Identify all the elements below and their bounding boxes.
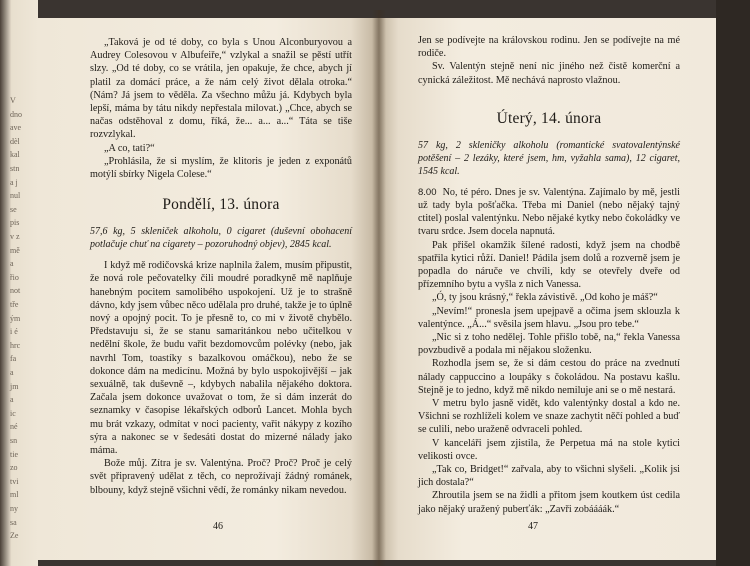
edge-text-fragment: stn [10,164,20,173]
edge-text-fragment: kal [10,150,20,160]
edge-text-fragment: a [10,395,14,405]
time-marker: 8.00 [418,186,437,198]
paragraph: „Prohlásila, že si myslím, že klitoris je jeden z exponátů motýlí sbírky Nigela Colese.“ [90,155,352,181]
edge-text-fragment: hrc [10,340,21,350]
edge-text-fragment: v z [10,232,20,241]
edge-text-fragment: i é [10,327,18,337]
paragraph: „Tak co, Bridget!“ zařvala, aby to všichni slyšeli. „Kolik jsi jich dostala?“ [418,464,680,489]
paragraph: Pak přišel okamžik šílené radosti, když jsem na chodbě spatřila kytici růží. Daniel! Pádila jsem dolů a rozverně jsem je popadla do náruče ve chvíli, kdy se otevřely dveře od přízemního bytu a vyšla z nich Vanessa. [418,239,680,291]
edge-text-fragment: tvi [10,476,19,486]
paragraph: „A co, tati?“ [104,142,155,154]
edge-text-fragment: not [10,286,21,296]
paragraph: Sv. Valentýn stejně není nic jiného než čistě komerční a cynická záležitost. Mě nechává naprosto vlažnou. [418,61,680,86]
background-edge [716,0,750,566]
paragraph-text: No, té péro. Dnes je sv. Valentýna. Zajímalo by mě, jestli už tady byla pošťačka. Třeba mi Daniel (nebo nějaký tajný ctitel) poslal valentýnku. Nebo nějaké kytky nebo čokoládky ve tvaru srdce. Jsem docela napnutá. [418,186,681,238]
edge-text-fragment: dno [10,109,22,119]
edge-text-fragment: ave [10,123,22,133]
edge-text-fragment: a j [10,177,18,187]
diary-stats: 57,6 kg, 5 skleniček alkoholu, 0 cigaret (duševní obohacení potlačuje chuť na cigarety – pozoruhodný objev), 2845 kcal. [90,226,352,251]
diary-heading-monday: Pondělí, 13. února [162,196,280,214]
paragraph: Zhroutila jsem se na židli a přitom jsem koutkem úst cedila jako nějaký uražený puberťák: „Zavři zobáááák.“ [418,490,680,515]
edge-text-fragment: mě [10,245,20,255]
paragraph: Rozhodla jsem se, že si dám cestou do práce na zvednutí nálady cappuccino a loupáky s čokoládou. Na postavu kašlu. Stejně je to jedno, když mě nikdo nemiluje ani se o mě nestará. [418,358,680,396]
previous-pages-edge [0,0,38,566]
edge-text-fragment: se [10,204,17,214]
edge-text-fragment: tře [10,300,19,309]
paragraph: „Nic si z toho nedělej. Tohle přišlo tobě, na,“ řekla Vanessa povzbudivě a podala mi nějakou složenku. [418,332,680,357]
paragraph: „Nevím!“ pronesla jsem upejpavě a očima jsem sklouzla k valentýnce. „Á...“ svěsila jsem hlavu. „Jsou pro tebe.“ [418,305,680,330]
edge-text-fragment: a [10,259,14,269]
diary-stats: 57 kg, 2 skleničky alkoholu (romantické svatovalentýnské potěšení – 2 lezáky, které jsem, hm, vyžahla sama), 12 cigaret, 1545 kcal. [418,139,680,177]
page-number: 47 [528,521,538,532]
edge-text-fragment: řio [10,272,19,282]
edge-text-fragment: nul [10,191,21,201]
edge-text-fragment: dèl [10,136,20,146]
paragraph: Bože můj. Zítra je sv. Valentýna. Proč? Proč? Proč je celý svět připravený udělat z těch, co neprožívají žádný románek, blbouny, když stejně všichni vědí, že románky nikam nevedou. [90,458,352,496]
edge-text-fragment: ny [10,504,18,513]
edge-text-fragment: a [10,368,14,377]
paragraph: „Ó, ty jsou krásný,“ řekla závistivě. „Od koho je máš?“ [432,292,658,304]
book-gutter [372,10,386,566]
edge-text-fragment: sa [10,517,17,527]
paragraph: V kanceláři jsem zjistila, že Perpetua má na stole kytici velikosti ovce. [418,437,680,462]
edge-text-fragment: pis [10,218,20,228]
paragraph [418,186,680,239]
left-page-text [90,36,352,497]
edge-text-fragment: tie [10,449,18,459]
paragraph: „Taková je od té doby, co byla s Unou Alconburyovou a Audrey Colesovou v Albufeiře,“ vzlykal a snažil se pěstí utřít slzy. „Od té doby, co se vrátila, jen opakuje, že chce, abych jí platil za domácí práce, a že nám celý život dělala otroka.“ (Nám? Já jsem to věděla. Za všechno můžu já. Kdybych byla lepší, máma by tátu nikdy nepřestala milovat.) „Chce, abych se načas odstěhoval z domu, říká, že... a... a...“ Táta se tiše rozvzlykal. [90,37,352,141]
edge-text-fragment: né [10,422,18,432]
paragraph: I když mě rodičovská krize naplnila žalem, musím připustit, že nová role pečovatelky čili moudré poradkyně mě naplňuje hanebným pocitem samolibého uspokojení. Už je to strašně dávno, kdy jsem vůbec něco udělala pro druhé, takže je to úplně nový a opojný pocit. To je přesně to, co mi v životě chybělo. Představuju si, že se stanu samaritánkou nebo učitelkou v nedělní škole, že budu vařit bezdomovcům polévky (nebo, jak navrhl Tom, toastíky s bazalkovou omáčkou), nebo že se dokonce dám na medicínu. Možná by bylo uspokojivější – jak sexuálně, tak duševně –, kdybych nabalila nějakého doktora. Začala jsem dokonce uvažovat o tom, že si dám inzerát do seznamky v časopise lékařských odborů Lancet. Mohla bych mu brát vzkazy, odmítat v noci pacienty, vařit nákypy z kozího sýra a nakonec se v šedesáti dostat do mizerné nálady jako máma. [90,260,352,457]
paragraph: V metru bylo jasně vidět, kdo valentýnky dostal a kdo ne. Všichni se rozhlíželi kolem ve snaze zachytit něčí pohled a buď se culili, nebo uraženě odvraceli pohled. [418,398,680,436]
right-page-text [418,34,680,516]
paragraph: Jen se podívejte na královskou rodinu. Jen se podívejte na mé rodiče. [418,35,680,60]
edge-text-fragment: ml [10,490,19,500]
edge-text-fragment: ic [10,408,16,418]
edge-text-fragment: Ze [10,531,19,541]
edge-text-fragment: fa [10,354,17,364]
diary-heading-tuesday: Úterý, 14. února [496,109,602,127]
edge-text-fragment: sn [10,436,18,445]
edge-text-fragment: V [10,96,16,105]
page-number: 46 [213,521,223,532]
edge-text-fragment: ým [10,313,21,323]
right-page [378,18,716,560]
edge-text-fragment: zo [10,463,18,473]
left-page [38,18,378,560]
edge-text-fragment: jm [10,381,19,391]
